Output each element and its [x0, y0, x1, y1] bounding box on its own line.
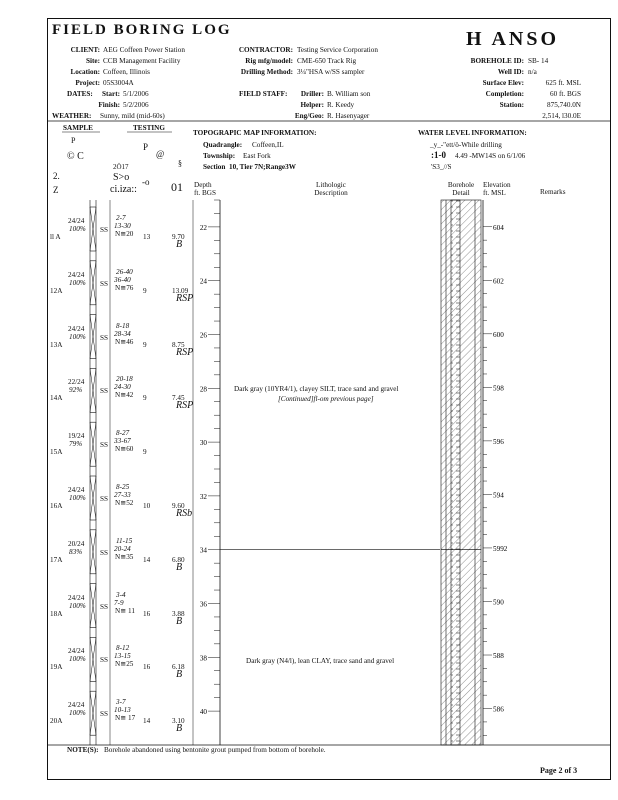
start-value: 5/1/2006	[123, 90, 149, 98]
sample-pen-flag: B	[176, 723, 183, 735]
sample-pen: 9.70	[172, 233, 185, 241]
sample-type: SS	[100, 387, 108, 396]
page-title: FIELD BORING LOG	[52, 22, 232, 38]
sample-type: SS	[100, 656, 108, 665]
borehole-id-label: BOREHOLE ID:	[470, 57, 524, 65]
sample-pen-flag: B	[176, 669, 183, 681]
sample-blows-2: 10-13	[114, 706, 131, 715]
sample-moisture: 9	[143, 448, 147, 457]
sample-moisture: 9	[143, 394, 147, 403]
water-line-1: _y_-"ett/ö-While drilling	[430, 141, 502, 149]
water-line-2a: :1-0	[431, 150, 446, 160]
sample-n-value: N≅ 17	[115, 714, 136, 723]
sample-blows-2: 36-40	[114, 275, 131, 284]
sample-id: 18A	[50, 609, 63, 618]
completion-value: 60 ft. BGS	[550, 90, 581, 98]
contractor-value: Testing Service Corporation	[297, 46, 378, 54]
elevation-label: 604	[493, 223, 504, 232]
litho-heading-2: Description	[314, 189, 348, 197]
sample-id: 19A	[50, 663, 63, 672]
sample-moisture: 14	[143, 717, 151, 726]
sample-moisture: 9	[143, 286, 147, 295]
sample-pen: 7.45	[172, 394, 185, 403]
sample-blows-2: 33-67	[114, 437, 131, 446]
eng-label: Eng/Geo:	[294, 112, 324, 120]
sample-id: 20A	[50, 717, 63, 726]
sample-pen: 8.75	[172, 340, 185, 349]
station-label: Station:	[499, 101, 524, 109]
staff-label: FIELD STAFF:	[239, 90, 288, 98]
rig-value: CME-650 Track Rig	[297, 57, 357, 65]
sample-id: 13A	[50, 340, 63, 349]
project-label: Project:	[75, 79, 100, 87]
elevation-label: 594	[493, 491, 504, 500]
section-value: 10, Tier 7N;Range3W	[229, 163, 296, 171]
finish-label: Finish:	[98, 101, 120, 109]
depth-label: 32	[199, 492, 207, 501]
drilling-label: Drilling Method:	[240, 68, 293, 76]
page-number: Page 2 of 3	[540, 766, 578, 775]
driller-value: B. William son	[327, 90, 371, 98]
location-value: Coffeen, Illinois	[103, 68, 150, 76]
sample-blows-2: 13-30	[114, 222, 131, 230]
project-value: 05S3004A	[103, 79, 134, 87]
depth-heading-unit: ft. BGS	[194, 189, 216, 197]
notes-label: NOTE(S):	[67, 746, 99, 754]
weather-label: WEATHER:	[52, 112, 92, 120]
sample-blows-1: 8-25	[116, 483, 130, 491]
elevation-label: 5992	[493, 544, 508, 553]
elevation-label: 586	[493, 705, 504, 714]
litho-desc-1: Dark gray (10YR4/1), clayey SILT, trace sand and gravel	[234, 385, 399, 393]
water-line-3: 'S3_//S	[431, 163, 452, 171]
sample-blows-1: 8-12	[116, 644, 130, 653]
sample-pen-flag: RSP	[176, 292, 194, 304]
sample-blows-1: 11-15	[116, 536, 133, 545]
sample-n-value: N≅25	[115, 660, 134, 669]
sample-blows-1: 3-7	[116, 698, 126, 707]
depth-label: 24	[199, 277, 207, 286]
garbled-header-10: 01	[171, 180, 183, 194]
sample-percent: 100%	[69, 601, 86, 610]
elevation-heading-2: ft. MSL	[483, 189, 506, 197]
garbled-header-12: -o	[142, 177, 150, 187]
sample-n-value: N≅60	[115, 445, 134, 454]
dates-label: DATES:	[67, 90, 93, 98]
sample-moisture: 16	[143, 663, 151, 672]
sample-percent: 100%	[69, 655, 86, 664]
sample-recovery: 24/24	[68, 593, 85, 602]
drilling-value: 3¼"HSA w/SS sampler	[297, 68, 365, 76]
sample-blows-2: 28-34	[114, 329, 131, 338]
sample-recovery: 24/24	[68, 701, 85, 710]
garbled-header-11: 2Ö17	[113, 163, 129, 171]
borehole-heading: Borehole	[447, 181, 475, 189]
township-label: Township:	[203, 152, 236, 160]
depth-label: 22	[199, 223, 207, 232]
sample-id: 14A	[50, 394, 63, 403]
elevation-label: 602	[493, 277, 504, 286]
depth-label: 30	[199, 439, 207, 448]
litho-desc-1-cont: [Continued]fl-om previous page]	[278, 395, 374, 403]
completion-label: Completion:	[485, 90, 524, 98]
surface-elev-value: 625 ft. MSL	[545, 79, 581, 87]
sample-type: SS	[100, 441, 108, 450]
garbled-header-1: P	[71, 136, 76, 145]
sample-percent: 83%	[69, 547, 83, 556]
sample-percent: 100%	[69, 225, 86, 233]
sample-type: SS	[100, 602, 108, 611]
sample-moisture: 9	[143, 340, 147, 349]
sample-pen: 13.09	[172, 286, 189, 295]
garbled-header-8: @	[156, 149, 165, 159]
location-label: Location:	[70, 68, 100, 76]
sample-heading: SAMPLE	[63, 124, 93, 132]
sample-pen-flag: B	[176, 615, 183, 627]
sample-type: SS	[100, 495, 108, 503]
garbled-header-7: P	[143, 142, 149, 152]
remarks-heading: Remarks	[540, 188, 566, 196]
testing-heading: TESTING	[133, 124, 165, 132]
litho-heading: Lithologic	[316, 181, 346, 189]
site-value: CCB Management Facility	[103, 57, 181, 65]
sample-percent: 100%	[69, 332, 86, 341]
sample-blows-1: 20-18	[116, 375, 133, 384]
sample-recovery: 24/24	[68, 270, 85, 279]
depth-label: 34	[199, 546, 207, 555]
helper-value: R. Keedy	[327, 101, 355, 109]
sample-pen: 9.60	[172, 502, 185, 510]
sample-blows-1: 2-7	[116, 214, 126, 222]
client-label: CLIENT:	[70, 46, 100, 54]
sample-percent: 100%	[69, 278, 86, 287]
section-label: Section	[203, 163, 226, 171]
garbled-header-6: ci.iza::	[110, 184, 137, 195]
surface-elev-label: Surface Elev:	[482, 79, 524, 87]
sample-pen: 3.10	[172, 717, 185, 726]
sample-id: ll A	[50, 233, 61, 241]
sample-pen-flag: B	[176, 239, 183, 250]
sample-moisture: 16	[143, 609, 151, 618]
sample-moisture: 13	[143, 233, 151, 241]
station-east-value: 2,514, l30.0E	[542, 112, 581, 120]
topo-heading: TOPOGRAPIC MAP INFORMATION:	[193, 129, 317, 137]
sample-n-value: N≅46	[115, 337, 134, 346]
sample-blows-1: 26-40	[116, 267, 133, 276]
sample-recovery: 22/24	[68, 378, 85, 387]
client-value: AEG Coffeen Power Station	[103, 46, 185, 54]
elevation-heading: Elevation	[483, 181, 511, 189]
station-value: 875,740.0N	[547, 101, 581, 109]
sample-type: SS	[100, 710, 108, 719]
rig-label: Rig mfg/model:	[245, 57, 293, 65]
sample-blows-1: 8-27	[116, 429, 130, 438]
sample-pen-flag: RSP	[176, 346, 194, 358]
borehole-grout	[451, 200, 460, 745]
township-value: East Fork	[243, 152, 271, 160]
sample-pen-flag: B	[176, 561, 183, 573]
sample-percent: 100%	[69, 494, 86, 502]
weather-value: Sunny, mild (mid-60s)	[100, 112, 165, 120]
sample-moisture: 14	[143, 555, 151, 564]
sample-pen: 6.18	[172, 663, 185, 672]
sample-recovery: 24/24	[68, 486, 85, 494]
sample-pen-flag: RSP	[176, 400, 194, 412]
contractor-label: CONTRACTOR:	[238, 46, 293, 54]
sample-recovery: 24/24	[68, 324, 85, 333]
elevation-label: 590	[493, 598, 504, 607]
quad-label: Quadrangle:	[203, 141, 243, 149]
sample-percent: 100%	[69, 709, 86, 718]
quad-value: Coffeen,IL	[252, 141, 284, 149]
sample-id: 16A	[50, 502, 63, 510]
sample-recovery: 19/24	[68, 432, 85, 441]
sample-recovery: 20/24	[68, 539, 85, 548]
sample-n-value: N≅35	[115, 552, 134, 561]
depth-label: 40	[199, 708, 207, 717]
driller-label: Driller:	[300, 90, 324, 98]
start-label: Start:	[102, 90, 120, 98]
sample-blows-2: 13-15	[114, 652, 131, 661]
borehole-heading-2: Detail	[452, 189, 470, 197]
litho-desc-2: Dark gray (N4/l), lean CLAY, trace sand and gravel	[246, 657, 395, 665]
sample-n-value: N≅76	[115, 283, 134, 292]
garbled-header-2: © C	[67, 151, 84, 162]
sample-recovery: 24/24	[68, 217, 85, 225]
sample-pen: 3.88	[172, 609, 185, 618]
elevation-label: 588	[493, 652, 504, 661]
garbled-header-4: Z	[53, 185, 59, 195]
sample-blows-2: 7-9	[114, 598, 124, 607]
sample-id: 15A	[50, 448, 63, 457]
helper-label: Helper:	[300, 101, 324, 109]
site-label: Site:	[86, 57, 100, 65]
company-logo: H ANSO	[466, 28, 560, 50]
elevation-label: 598	[493, 384, 504, 393]
well-id-label: Well ID:	[497, 68, 524, 76]
sample-n-value: N≅ 11	[115, 606, 135, 615]
garbled-header-9: §	[178, 159, 182, 168]
depth-heading: Depth	[194, 181, 212, 189]
sample-blows-2: 20-24	[114, 544, 131, 553]
garbled-header-5: S>o	[113, 172, 130, 183]
sample-n-value: N≅52	[115, 499, 134, 507]
sample-id: 12A	[50, 286, 63, 295]
sample-pen-flag: RSb	[176, 508, 193, 519]
sample-percent: 79%	[69, 440, 83, 449]
sample-blows-1: 3-4	[116, 590, 126, 599]
finish-value: 5/2/2006	[123, 101, 149, 109]
sample-id: 17A	[50, 555, 63, 564]
sample-type: SS	[100, 279, 108, 288]
sample-pen: 6.80	[172, 555, 185, 564]
sample-n-value: N≅42	[115, 391, 134, 400]
borehole-id-value: SB- 14	[528, 57, 549, 65]
elevation-label: 596	[493, 437, 504, 446]
sample-recovery: 24/24	[68, 647, 85, 656]
depth-label: 26	[199, 331, 207, 340]
garbled-header-3: 2.	[53, 171, 60, 181]
depth-label: 28	[199, 385, 207, 394]
water-line-2b: 4.49 -MW14S on 6/1/06	[455, 152, 526, 160]
depth-label: 38	[199, 654, 207, 663]
elevation-label: 600	[493, 330, 504, 339]
sample-blows-2: 27-33	[114, 491, 131, 499]
notes-text: Borehole abandoned using bentonite grout pumped from bottom of borehole.	[104, 746, 326, 754]
sample-type: SS	[100, 548, 108, 557]
sample-blows-1: 8-18	[116, 321, 130, 330]
sample-percent: 92%	[69, 386, 83, 395]
well-id-value: n/a	[528, 68, 537, 76]
sample-blows-2: 24-30	[114, 383, 131, 392]
eng-value: R. Hasenyager	[327, 112, 370, 120]
sample-n-value: N≅20	[115, 230, 134, 238]
sample-type: SS	[100, 333, 108, 342]
depth-label: 36	[199, 600, 207, 609]
sample-type: SS	[100, 226, 108, 234]
water-heading: WATER LEVEL INFORMATION:	[418, 129, 527, 137]
sample-moisture: 10	[143, 502, 151, 510]
